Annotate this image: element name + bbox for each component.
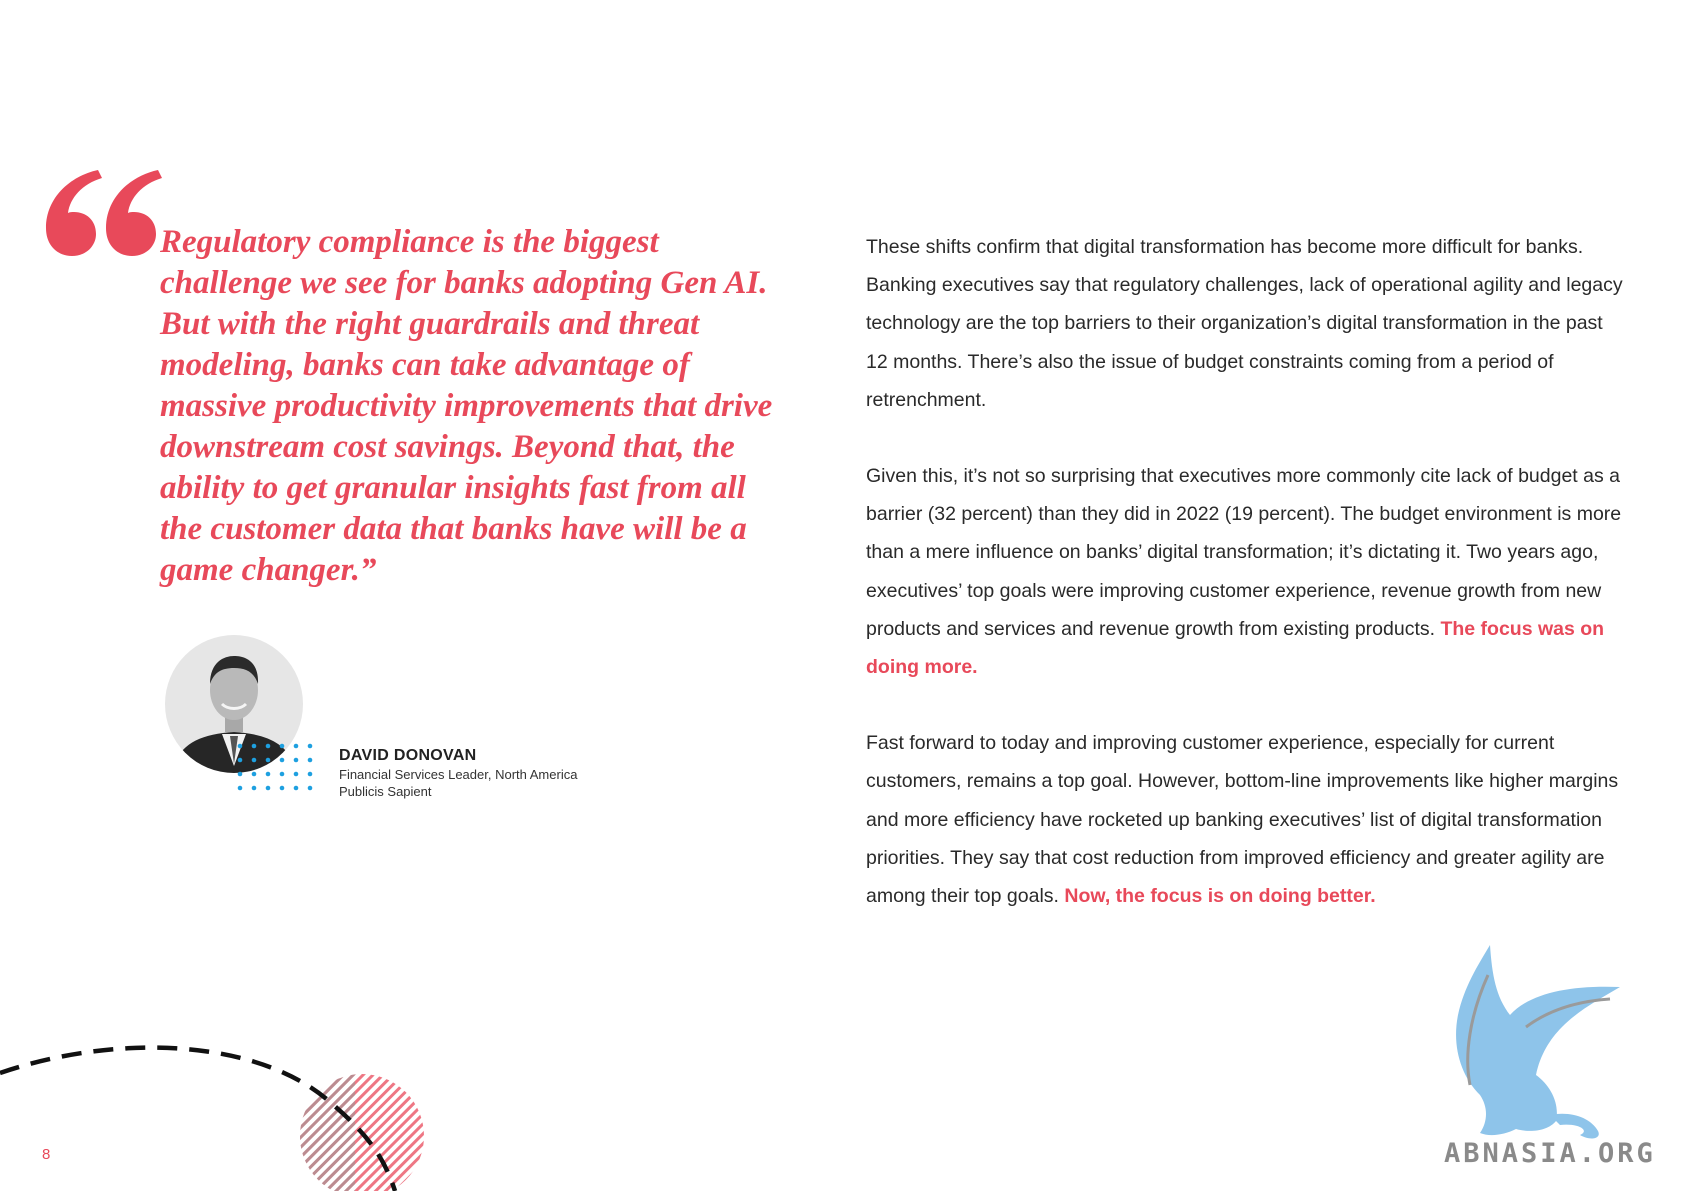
- quote-mark-icon: [40, 150, 170, 270]
- paragraph-3-highlight: Now, the focus is on doing better.: [1064, 885, 1376, 908]
- griffin-logo-icon: [1430, 935, 1630, 1145]
- pull-quote: Regulatory compliance is the biggest challenge we see for banks adopting Gen AI. But with the right guardrails and threat modeling, banks can take advantage of massive productivity improvements that drive downstream cost savings. Beyond that, the ability to get granular insights fast from all the customer data that banks have will be a game changer.”: [160, 224, 773, 588]
- author-role: Financial Services Leader, North America: [339, 767, 578, 782]
- paragraph-3-text: Fast forward to today and improving customer experience, especially for current customers, remains a top goal. However, bottom-line improvements like higher margins and more efficiency have rocketed up banking executives’ list of digital transformation priorities. They say that cost reduction from improved efficiency and greater agility are among their top goals.: [866, 732, 1619, 908]
- paragraph-2-text: Given this, it’s not so surprising that executives more commonly cite lack of budget as a barrier (32 percent) than they did in 2022 (19 percent). The budget environment is more than a mere influence on banks’ digital transformation; it’s dictating it. Two years ago, executives’ top goals were improving customer experience, revenue growth from new products and services and revenue growth from existing products.: [866, 465, 1622, 640]
- paragraph-3: [866, 724, 1626, 915]
- author-block: [339, 746, 577, 800]
- body-text: [866, 228, 1626, 953]
- dot-pattern-decoration: [236, 742, 328, 798]
- author-organization: Publicis Sapient: [339, 784, 432, 799]
- paragraph-1-text: These shifts confirm that digital transformation has become more difficult for banks. Banking executives say that regulatory challenges, lack of operational agility and legacy technology are the top barriers to their organization’s digital transformation in the past 12 months. There’s also the issue of budget constraints coming from a period of retrenchment.: [866, 236, 1623, 411]
- author-name: DAVID DONOVAN: [339, 747, 477, 764]
- paragraph-2-highlight: The focus was on doing more.: [866, 617, 1605, 679]
- paragraph-2: [866, 457, 1626, 686]
- watermark-text: ABNASIA.ORG: [1444, 1138, 1656, 1169]
- dashed-arc-decoration: [0, 1030, 440, 1191]
- page-number: 8: [42, 1146, 51, 1163]
- paragraph-1: [866, 228, 1626, 419]
